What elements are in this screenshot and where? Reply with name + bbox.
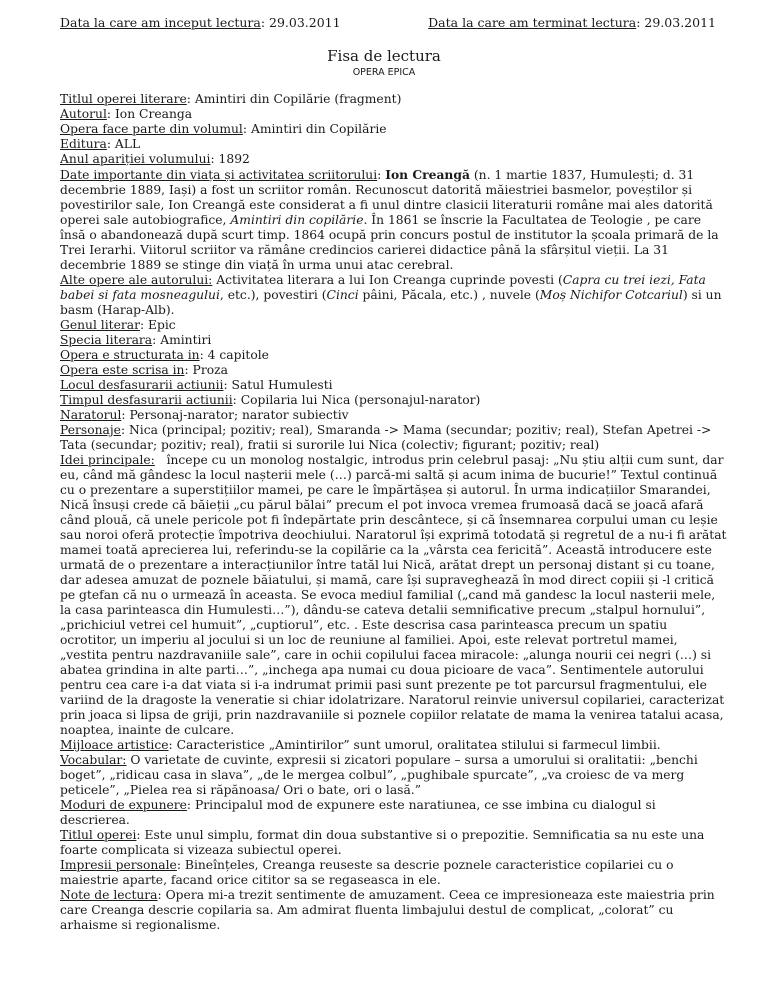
- field-place: Locul desfasurarii actiunii: Satul Humulesti: [60, 378, 333, 392]
- field-modes: Moduri de expunere: Principalul mod de expunere este naratiunea, ce sse imbina cu dialogul si descrierea.: [60, 798, 656, 827]
- other-works-text-4: ) si un basm (Harap-Alb).: [60, 288, 722, 317]
- field-label: Specia literara: [60, 333, 153, 347]
- field-species: Specia literara: Amintiri: [60, 333, 212, 347]
- reading-dates-header: [60, 14, 716, 34]
- field-label: Editura: [60, 137, 107, 151]
- field-author: Autorul: Ion Creanga: [60, 107, 193, 121]
- start-date: Data la care am inceput lectura: 29.03.2011: [60, 15, 341, 30]
- end-date: Data la care am terminat lectura: 29.03.2011: [428, 15, 716, 30]
- field-label: Naratorul: [60, 408, 122, 422]
- field-value: Nica (principal; pozitiv; real), Smaranda -> Mama (secundar; pozitiv; real), Stefan Apetrei -> Tata (secundar; pozitiv; real), fratii si surorile lui Nica (colectiv; figurant; pozitiv; real): [60, 423, 712, 452]
- field-characters: Personaje: Nica (principal; pozitiv; real), Smaranda -> Mama (secundar; pozitiv; real), Stefan Apetrei -> Tata (secundar; pozitiv; real), fratii si surorile lui Nica (colectiv; figurant; pozitiv; real): [60, 423, 712, 452]
- field-label: Anul apariției volumului: [60, 152, 211, 166]
- field-value: Amintiri din Copilărie (fragment): [194, 92, 402, 106]
- field-title: Titlul operei literare: Amintiri din Copilărie (fragment): [60, 92, 402, 106]
- field-value: Amintiri din Copilărie: [250, 122, 387, 136]
- other-works-text-2: , etc.), povestiri (: [219, 288, 327, 302]
- field-value: Amintiri: [160, 333, 212, 347]
- field-value: Opera mi-a trezit sentimente de amuzament. Ceea ce impresioneaza este maiestria prin care Creanga descrie copilaria sa. Am admirat fluenta limbajului destul de complicat, „colorat” cu arhaisme si regionalisme.: [60, 888, 715, 932]
- field-value: 1892: [218, 152, 250, 166]
- reading-sheet-body: [60, 92, 728, 933]
- field-value: începe cu un monolog nostalgic, introdus prin celebrul pasaj: „Nu știu alții cum sunt, dar eu, când mă gândesc la locul nașterii mele (…) parcă-mi saltă și acum inima de bucurie!” Textul continuă cu o prezentare a superstițiilor mamei, pe care le împărtășea și autorul. În urma indicațiilor Smarandei, Nică însuși crede că băieții „cu părul bălai” precum el pot invoca vremea frumoasă dacă se joacă afară când plouă, că unele pericole pot fi îndepărtate prin descântece, și că însemnarea corpului uman cu leșie sau noroi oferă protecție împotriva deochiului. Naratorul își exprimă totodată și regretul de a nu-i fi arătat mamei toată aprecierea lui, referindu-se la copilărie ca la „vârsta cea fericită”. Această introducere este urmată de o prezentare a interacțiunilor între tatăl lui Nică, arătat drept un personaj distant și cu toane, dar adesea amuzat de poznele băiatului, și mamă, care își supraveghează în mod direct copiii și -l critică pe gtefan că nu o urmează în aceasta. Se evoca mediul familial („cand mă gandesc la locul nasterii mele, la casa parinteasca din Humulesti…”), dându-se cateva detalii semnificative precum „stalpul hornului”, „prichiciul vetrei cel humuit”, „cuptiorul”, etc. . Este descrisa casa parinteasca precum un spatiu ocrotitor, un imperiu al jocului si un loc de reuniune al familiei. Apoi, este relevat portretul mamei, „vestita pentru nazdravaniile sale”, care in ochii copilului facea miracole: „alunga nourii cei negri (…) si abatea grindina in alte parti…”, „inchega apa numai cu doua picioare de vaca”. Sentimentele autorului pentru cea care i-a dat viata si i-a indrumat primii pasi sunt prezente pe tot parcursul fragmentului, ele variind de la dragoste la veneratie si chiar idolatrizare. Naratorul reinvie universul copilariei, caracterizat prin joaca si lipsa de griji, prin nazdravaniile si poznele copiilor relatate de mama la venirea tatalui acasa, noaptea, inainte de culcare.: [60, 453, 727, 737]
- field-impressions: Impresii personale: Bineînțeles, Creanga reuseste sa descrie poznele caracteristice copilariei cu o maiestrie aparte, facand orice cititor sa se regaseasca in ele.: [60, 858, 674, 887]
- field-value: Caracteristice „Amintirilor” sunt umorul, oralitatea stilului si farmecul limbii.: [176, 738, 661, 752]
- field-value: Principalul mod de expunere este naratiunea, ce sse imbina cu dialogul si descrierea.: [60, 798, 656, 827]
- field-label: Opera este scrisa in: [60, 363, 185, 377]
- page-title: Fisa de lectura: [327, 47, 441, 65]
- field-value: Personaj-narator; narator subiectiv: [129, 408, 349, 422]
- biography-text-2: . În 1861 se înscrie la Facultatea de Teologie , pe care însă o abandonează după scurt timp. 1864 ocupă prin concurs postul de institutor la școala primară de la Trei Ierarhi. Viitorul scriitor va rămâne credincios carierei didactice până la sfârșitul vieții. La 31 decembrie 1889 se stinge din viață în urma unui atac cerebral.: [60, 213, 719, 272]
- field-label: Date importante din viața și activitatea scriitorului: [60, 168, 378, 182]
- field-time: Timpul desfasurarii actiunii: Copilaria lui Nica (personajul-narator): [60, 393, 481, 407]
- field-genre: Genul literar: Epic: [60, 318, 176, 332]
- field-biography: Date importante din viața și activitatea scriitorului: Ion Creangă (n. 1 martie 1837, Humulești; d. 31 decembrie 1889, Iași) a fost un scriitor român. Recunoscut datorită măiestriei basmelor, poveștilor și povestirilor sale, Ion Creangă este considerat a fi unul dintre clasicii literaturii române mai ales datorită operei sale autobiografice, Amintiri din copilărie. În 1861 se înscrie la Facultatea de Teologie , pe care însă o abandonează după scurt timp. 1864 ocupă prin concurs postul de institutor la școala primară de la Trei Ierarhi. Viitorul scriitor va rămâne credincios carierei didactice până la sfârșitul vieții. La 31 decembrie 1889 se stinge din viață în urma unui atac cerebral.: [60, 167, 719, 272]
- field-label: Autorul: [60, 107, 107, 121]
- field-work-title: Titlul operei: Este unul simplu, format din doua substantive si o prepozitie. Semnificatia sa nu este una foarte complicata si vizeaza subiectul operei.: [60, 828, 705, 857]
- field-label: Opera e structurata in: [60, 348, 200, 362]
- start-date-value: 29.03.2011: [269, 15, 341, 30]
- field-other-works: [60, 273, 728, 318]
- other-works-text-3: pâini, Păcala, etc.) , nuvele (: [358, 288, 540, 302]
- start-date-label: Data la care am inceput lectura: [60, 15, 261, 30]
- field-label: Titlul operei: [60, 828, 137, 842]
- end-date-value: 29.03.2011: [644, 15, 716, 30]
- field-artistic-means: Mijloace artistice: Caracteristice „Amintirilor” sunt umorul, oralitatea stilului si farmecul limbii.: [60, 738, 661, 752]
- author-name: Ion Creangă: [385, 167, 470, 182]
- field-value: Ion Creanga: [114, 107, 193, 121]
- end-date-label: Data la care am terminat lectura: [428, 15, 637, 30]
- field-label: Genul literar: [60, 318, 140, 332]
- other-works-novella: Moș Nichifor Cotcariul: [539, 288, 683, 302]
- field-label: Vocabular:: [60, 753, 127, 767]
- field-value: Bineînțeles, Creanga reuseste sa descrie poznele caracteristice copilariei cu o maiestrie aparte, facand orice cititor sa se regaseasca in ele.: [60, 858, 674, 887]
- field-narrator: Naratorul: Personaj-narator; narator subiectiv: [60, 408, 349, 422]
- field-vocabulary: [60, 753, 728, 798]
- field-label: Note de lectura: [60, 888, 158, 902]
- field-value: Satul Humulesti: [231, 378, 333, 392]
- biography-text: (n. 1 martie 1837, Humulești; d. 31 decembrie 1889, Iași) a fost un scriitor român. Recunoscut datorită măiestriei basmelor, poveștilor și povestirilor sale, Ion Creangă este considerat a fi unul dintre clasicii literaturii române mai ales datorită operei sale autobiografice,: [60, 168, 713, 227]
- field-label: Personaje: [60, 423, 121, 437]
- field-notes: Note de lectura: Opera mi-a trezit sentimente de amuzament. Ceea ce impresioneaza este maiestria prin care Creanga descrie copilaria sa. Am admirat fluenta limbajului destul de complicat, „colorat” cu arhaisme si regionalisme.: [60, 888, 715, 932]
- field-main-ideas: [60, 453, 728, 738]
- field-value: ALL: [114, 137, 141, 151]
- field-volume: Opera face parte din volumul: Amintiri din Copilărie: [60, 122, 387, 136]
- field-label: Moduri de expunere: [60, 798, 187, 812]
- field-year: Anul apariției volumului: 1892: [60, 152, 250, 166]
- field-label: Idei principale:: [60, 453, 155, 467]
- field-label: Titlul operei literare: [60, 92, 187, 106]
- field-structure: Opera e structurata in: 4 capitole: [60, 348, 269, 362]
- other-works-text: Activitatea literara a lui Ion Creanga cuprinde povesti (: [216, 273, 563, 287]
- field-label: Mijloace artistice: [60, 738, 169, 752]
- field-publisher: Editura: ALL: [60, 137, 141, 151]
- field-value: Proza: [192, 363, 228, 377]
- biography-book-title: Amintiri din copilărie: [230, 213, 364, 227]
- page-subtitle: OPERA EPICA: [352, 67, 416, 78]
- other-works-tale: Cinci: [326, 288, 359, 302]
- other-works-stories: Capra cu trei iezi, Fata babei si fata mosneagului: [60, 273, 706, 302]
- field-value: 4 capitole: [207, 348, 269, 362]
- field-value: Copilaria lui Nica (personajul-narator): [240, 393, 481, 407]
- field-written-in: Opera este scrisa in: Proza: [60, 363, 228, 377]
- field-label: Alte opere ale autorului:: [60, 273, 213, 287]
- field-label: Impresii personale: [60, 858, 177, 872]
- field-label: Opera face parte din volumul: [60, 122, 243, 136]
- field-value: O varietate de cuvinte, expresii si zicatori populare – sursa a umorului si oralitatii: „benchi boget”, „ridicau casa in slava”, „de le mergea colbul”, „pughibale spurcate”, „va croiesc de va merg peticele”, „Pielea rea si răpănoasa/ Ori o bate, ori o lasă.”: [60, 753, 698, 797]
- field-label: Locul desfasurarii actiunii: [60, 378, 224, 392]
- field-value: Epic: [148, 318, 176, 332]
- field-label: Timpul desfasurarii actiunii: [60, 393, 233, 407]
- field-value: Este unul simplu, format din doua substantive si o prepozitie. Semnificatia sa nu este una foarte complicata si vizeaza subiectul operei.: [60, 828, 705, 857]
